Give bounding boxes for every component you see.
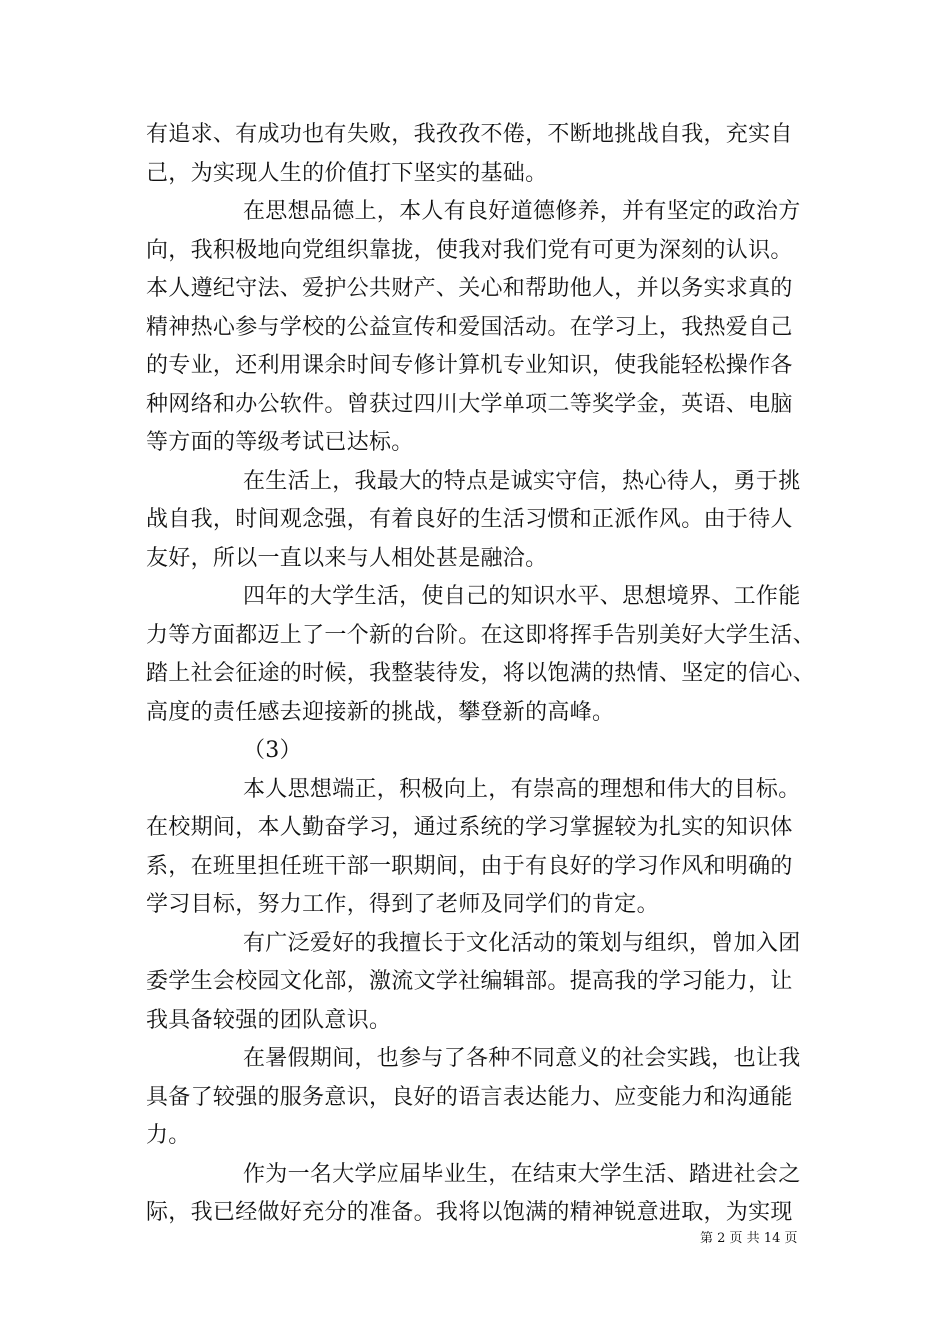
text-line: 种网络和办公软件。曾获过四川大学单项二等奖学金，英语、电脑 xyxy=(146,391,793,417)
text-line: 己，为实现人生的价值打下坚实的基础。 xyxy=(146,160,548,186)
text-line: 力等方面都迈上了一个新的台阶。在这即将挥手告别美好大学生活、 xyxy=(146,622,816,648)
paragraph-start-line: 作为一名大学应届毕业生，在结束大学生活、踏进社会之 xyxy=(243,1161,801,1187)
text-line: 本人遵纪守法、爱护公共财产、关心和帮助他人，并以务实求真的 xyxy=(146,276,793,301)
paragraph-start-line: 在生活上，我最大的特点是诚实守信，热心待人，勇于挑 xyxy=(243,468,801,494)
paragraph-start-line: 在思想品德上，本人有良好道德修养，并有坚定的政治方 xyxy=(243,199,801,224)
text-line: 踏上社会征途的时候，我整装待发，将以饱满的热情、坚定的信心、 xyxy=(146,661,816,686)
text-line: 委学生会校园文化部，激流文学社编辑部。提高我的学习能力，让 xyxy=(146,969,793,994)
paragraph-start-line: 四年的大学生活，使自己的知识水平、思想境界、工作能 xyxy=(243,584,801,609)
paragraph-start-line: 本人思想端正，积极向上，有崇高的理想和伟大的目标。 xyxy=(243,776,801,802)
document-body xyxy=(146,116,826,1233)
text-line: 向，我积极地向党组织靠拢，使我对我们党有可更为深刻的认识。 xyxy=(146,237,793,263)
text-line: 具备了较强的服务意识，良好的语言表达能力、应变能力和沟通能 xyxy=(146,1084,793,1110)
text-line: 精神热心参与学校的公益宣传和爱国活动。在学习上，我热爱自己 xyxy=(146,314,793,340)
text-line: 系，在班里担任班干部一职期间，由于有良好的学习作风和明确的 xyxy=(146,853,793,879)
text-line: 有追求、有成功也有失败，我孜孜不倦，不断地挑战自我，充实自 xyxy=(146,122,793,147)
text-line: 我具备较强的团队意识。 xyxy=(146,1007,392,1033)
text-line: 力。 xyxy=(146,1123,191,1148)
text-line: 的专业，还利用课余时间专修计算机专业知识，使我能轻松操作各 xyxy=(146,353,793,378)
text-line: 学习目标，努力工作，得到了老师及同学们的肯定。 xyxy=(146,892,659,917)
text-line: 高度的责任感去迎接新的挑战，攀登新的高峰。 xyxy=(146,699,615,725)
paragraph-start-line: 有广泛爱好的我擅长于文化活动的策划与组织，曾加入团 xyxy=(243,930,801,956)
paragraph-start-line: 在暑假期间，也参与了各种不同意义的社会实践，也让我 xyxy=(243,1046,801,1071)
page-number-footer: 第 2 页 共 14 页 xyxy=(700,1231,798,1246)
text-line: 战自我，时间观念强，有着良好的生活习惯和正派作风。由于待人 xyxy=(146,507,793,532)
text-line: 等方面的等级考试已达标。 xyxy=(146,430,414,455)
text-line: 友好，所以一直以来与人相处甚是融洽。 xyxy=(146,545,548,571)
text-line: 在校期间，本人勤奋学习，通过系统的学习掌握较为扎实的知识体 xyxy=(146,815,793,840)
text-line: 际，我已经做好充分的准备。我将以饱满的精神锐意进取，为实现 xyxy=(146,1200,793,1225)
section-number: （3） xyxy=(243,738,302,763)
